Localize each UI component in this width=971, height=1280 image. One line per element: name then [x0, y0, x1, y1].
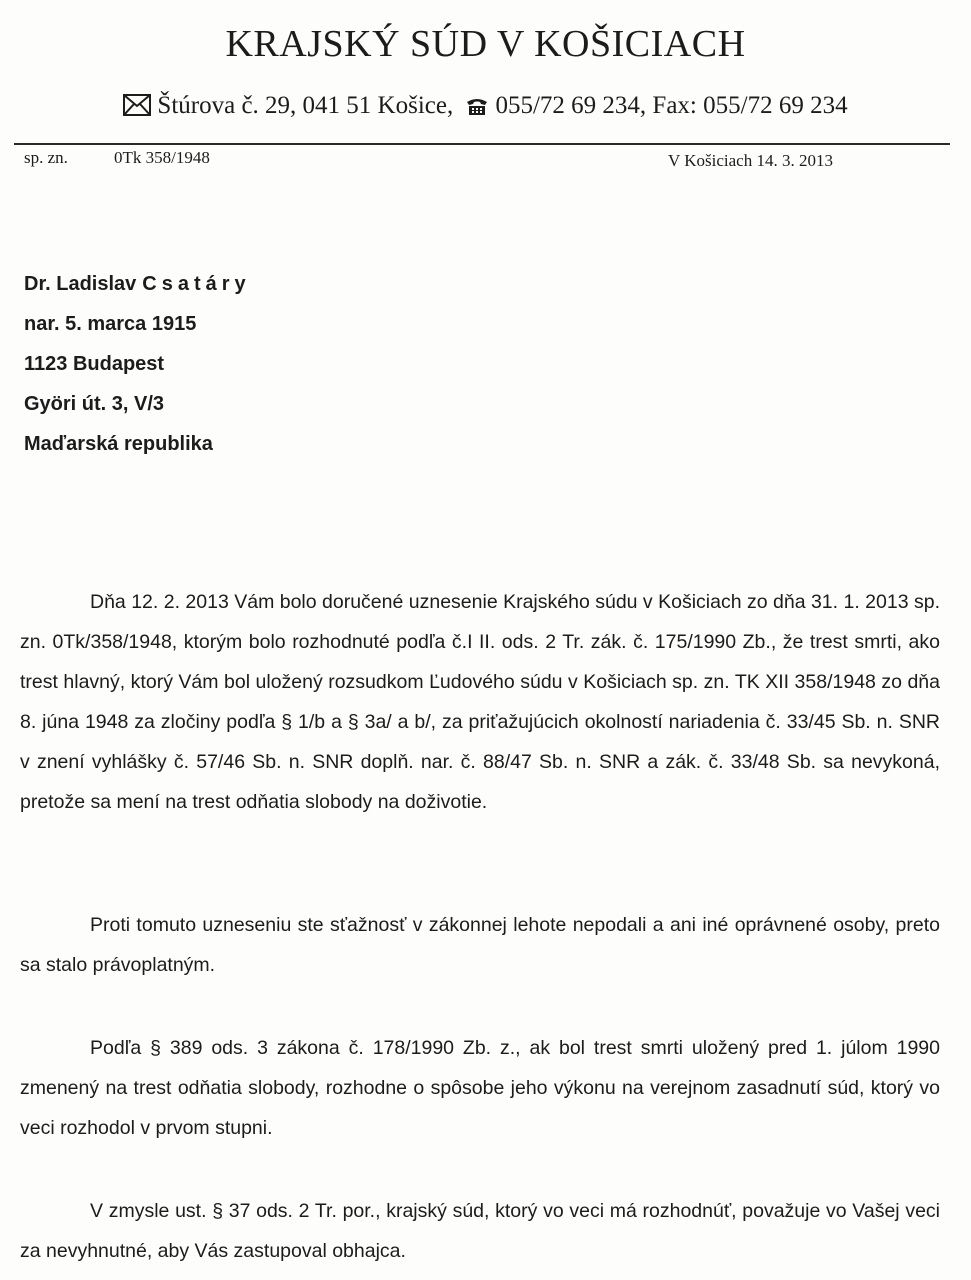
reference-label: sp. zn.	[24, 148, 68, 167]
body-paragraph-4: V zmysle ust. § 37 ods. 2 Tr. por., krajský súd, ktorý vo veci má rozhodnúť, považuje vo Vašej veci za nevyhnutné, aby Vás zastupoval obhajca.	[20, 1200, 940, 1262]
recipient-name	[24, 264, 251, 304]
recipient-name-prefix: Dr. Ladislav	[24, 273, 137, 295]
body-paragraph-2: Proti tomuto uzneseniu ste sťažnosť v zákonnej lehote nepodali a ani iné oprávnené osoby, preto sa stalo právoplatným.	[20, 914, 940, 976]
body-paragraph-1: Dňa 12. 2. 2013 Vám bolo doručené uznesenie Krajského súdu v Košiciach zo dňa 31. 1. 2013 sp. zn. 0Tk/358/1948, ktorým bolo rozhodnuté podľa č.I II. ods. 2 Tr. zák. č. 175/1990 Zb., že trest smrti, ako trest hlavný, ktorý Vám bol uložený rozsudkom Ľudového súdu v Košiciach sp. zn. TK XII 358/1948 zo dňa 8. júna 1948 za zločiny podľa § 1/b a § 3a/ a b/, za priťažujúcich okolností nariadenia č. 33/45 Sb. n. SNR v znení vyhlášky č. 57/46 Sb. n. SNR doplň. nar. č. 88/47 Sb. n. SNR a zák. č. 33/48 Sb. sa nevykoná, pretože sa mení na trest odňatia slobody na doživotie.	[20, 591, 940, 813]
recipient-address	[24, 264, 251, 464]
recipient-city: 1123 Budapest	[24, 353, 165, 375]
recipient-country: Maďarská republika	[24, 433, 213, 455]
court-contact-line	[0, 92, 971, 123]
court-name: KRAJSKÝ SÚD V KOŠICIACH	[225, 23, 746, 65]
reference-number: 0Tk 358/1948	[114, 148, 210, 167]
recipient-surname: Csatáry	[142, 273, 251, 295]
court-address: Štúrova č. 29, 041 51 Košice,	[157, 92, 454, 119]
header-divider	[14, 143, 950, 145]
court-fax: Fax: 055/72 69 234	[652, 92, 848, 119]
place-date: V Košiciach 14. 3. 2013	[668, 151, 833, 170]
body-paragraph-3: Podľa § 389 ods. 3 zákona č. 178/1990 Zb. z., ak bol trest smrti uložený pred 1. júlom 1990 zmenený na trest odňatia slobody, rozhodne o spôsobe jeho výkonu na verejnom zasadnutí súd, ktorý vo veci rozhodol v prvom stupni.	[20, 1037, 940, 1139]
court-phone: 055/72 69 234,	[495, 92, 647, 119]
recipient-street: Györi út. 3, V/3	[24, 393, 165, 415]
envelope-icon	[123, 94, 151, 123]
phone-icon	[465, 95, 489, 123]
recipient-birth: nar. 5. marca 1915	[24, 313, 197, 335]
